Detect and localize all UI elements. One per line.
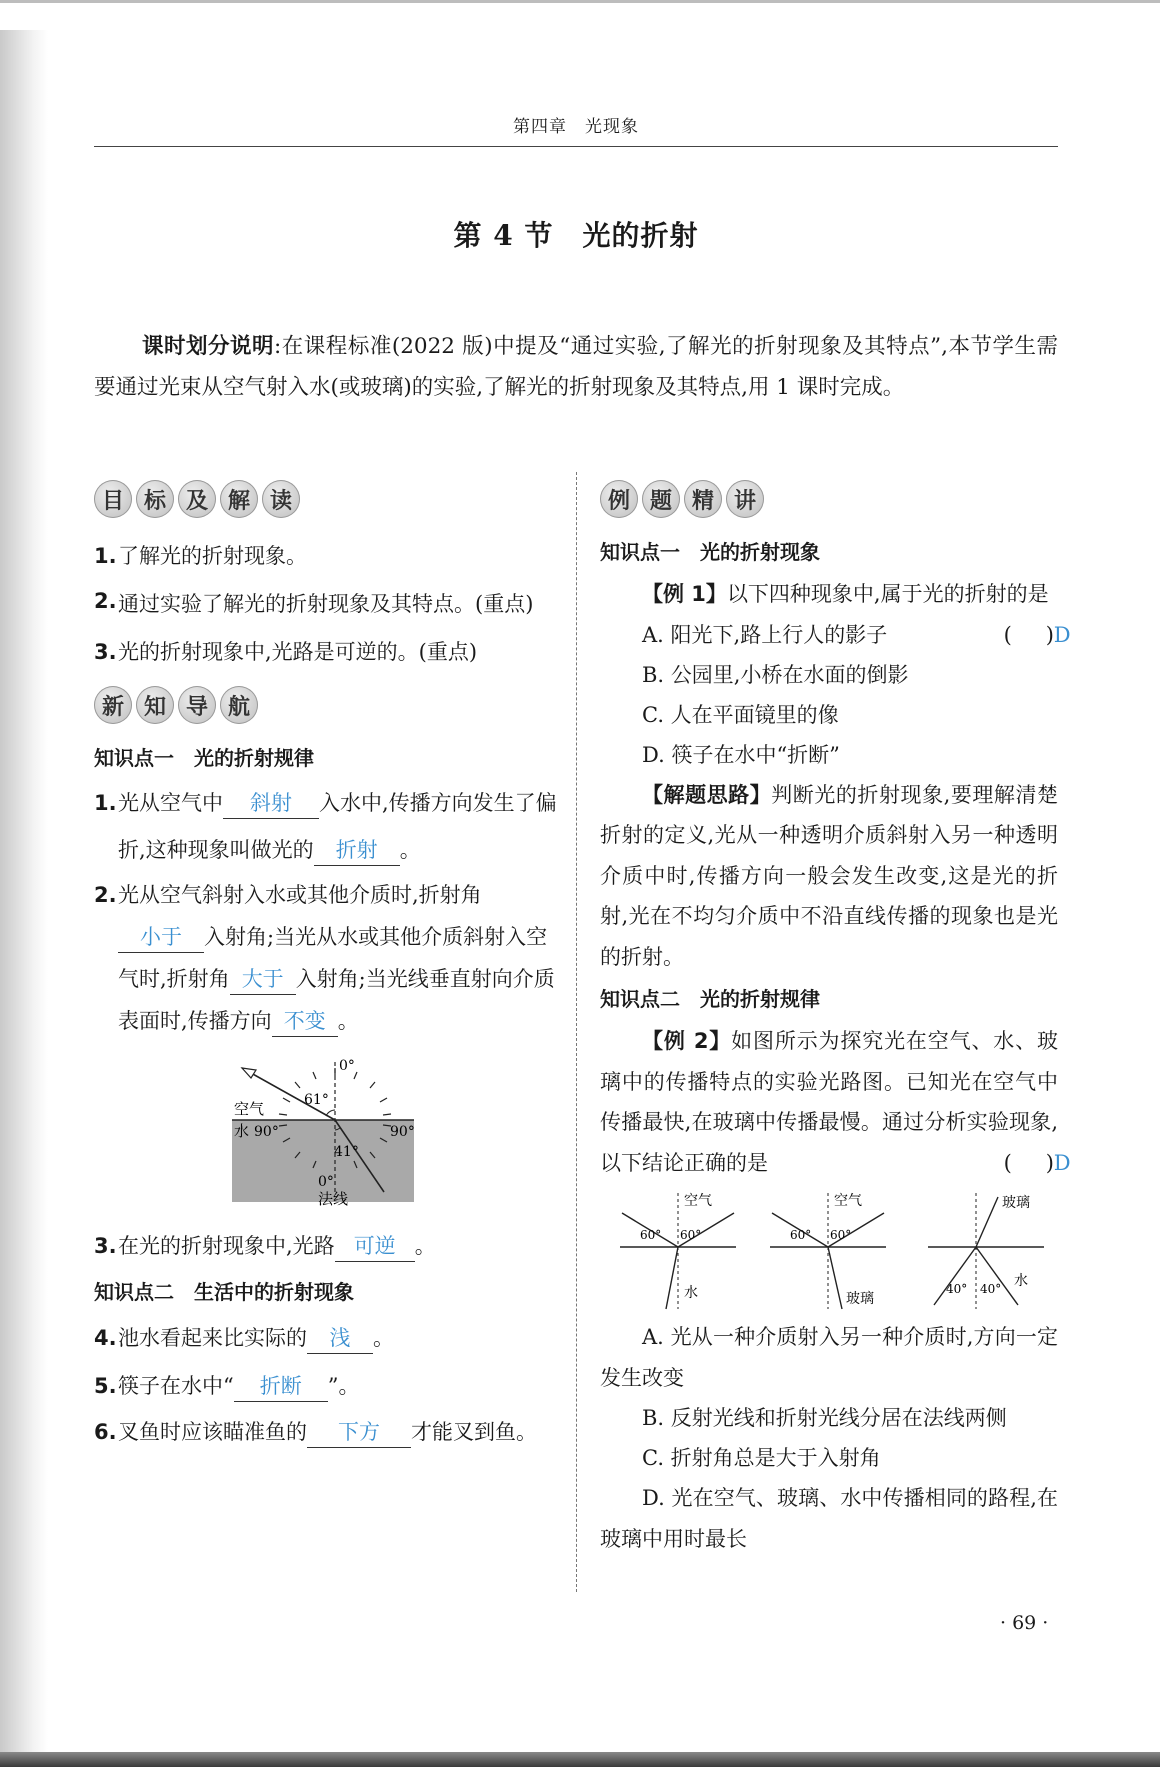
badge-char: 解 (220, 480, 258, 518)
example-1-analysis: 【解题思路】判断光的折射现象,要理解清楚折射的定义,光从一种透明介质斜射入另一种透明介质中时,传播方向一般会发生改变,这是光的折射,光在不均匀介质中不沿直线传播的现象也是光的折射。 (600, 782, 1058, 969)
badge-char: 例 (600, 480, 638, 518)
svg-text:空气: 空气 (834, 1193, 862, 1209)
examples-badge (600, 476, 1058, 522)
answer-blank: 可逆 (335, 1231, 415, 1262)
ray-arrow-icon (242, 1068, 256, 1078)
option: D. 筷子在水中“折断” (642, 742, 840, 767)
left-column (94, 476, 560, 1454)
question-6: 6. 叉鱼时应该瞄准鱼的 下方 才能叉到鱼。 (94, 1410, 560, 1454)
example-2-stem: 【例 2】如图所示为探究光在空气、水、玻璃中的传播特点的实验光路图。已知光在空气中传播最快,在玻璃中传播最慢。通过分析实验现象,以下结论正确的是 ( D) (600, 1021, 1058, 1183)
answer-blank: 折射 (314, 835, 400, 866)
fig-ninety-right: 90° (390, 1124, 415, 1140)
svg-text:空气: 空气 (684, 1193, 712, 1209)
running-header: 第四章 光现象 (513, 117, 639, 137)
knowledge-point-heading: 知识点一 光的折射现象 (600, 540, 820, 564)
fig-zero-bottom: 0° (318, 1174, 334, 1190)
intro-paragraph (94, 326, 1058, 408)
svg-text:60°: 60° (790, 1228, 812, 1242)
goals-badge (94, 476, 560, 522)
intro-text: :在课程标准(2022 版)中提及“通过实验,了解光的折射现象及其特点”,本节学生需要通过光束从空气射入水(或玻璃)的实验,了解光的折射现象及其特点,用 1 课时完成。 (94, 334, 1058, 400)
question-5: 5. 筷子在水中“ 折断 ”。 (94, 1362, 560, 1410)
fig-water-label: 水 (234, 1122, 250, 1140)
answer-bracket: ( D) (962, 615, 1054, 656)
scan-bottom-edge (0, 1752, 1160, 1767)
svg-text:水: 水 (1014, 1273, 1028, 1289)
knowledge-point-heading: 知识点二 生活中的折射现象 (94, 1280, 354, 1304)
svg-text:40°: 40° (946, 1282, 968, 1296)
badge-char: 新 (94, 686, 132, 724)
answer-blank: 不变 (272, 1006, 338, 1037)
answer-blank: 下方 (307, 1417, 411, 1448)
badge-char: 航 (220, 686, 258, 724)
svg-text:40°: 40° (980, 1282, 1002, 1296)
goal-item: 1. 了解光的折射现象。 (94, 544, 307, 568)
option: B. 公园里,小桥在水面的倒影 (642, 662, 909, 687)
badge-char: 讲 (726, 480, 764, 518)
option: A. 阳光下,路上行人的影子 (642, 622, 888, 647)
fig-zero-top: 0° (339, 1058, 355, 1074)
nav-badge (94, 682, 560, 728)
example-1-stem: 【例 1】以下四种现象中,属于光的折射的是 ( D) (600, 574, 1058, 615)
diagram-air-glass (770, 1192, 886, 1309)
answer-choice: D (1053, 1150, 1071, 1175)
knowledge-point-heading: 知识点一 光的折射规律 (94, 746, 314, 770)
fig-normal-label: 法线 (318, 1190, 349, 1206)
question-4: 4. 池水看起来比实际的 浅 。 (94, 1314, 560, 1362)
scan-left-shadow (0, 30, 48, 1757)
option: C. 人在平面镜里的像 (642, 702, 839, 727)
badge-char: 标 (136, 480, 174, 518)
svg-text:玻璃: 玻璃 (1002, 1195, 1030, 1211)
answer-blank: 小于 (118, 922, 204, 953)
question-2: 2. 光从空气斜射入水或其他介质时,折射角小于 入射角;当光从水或其他介质斜射入空气时,折射角 大于 入射角;当光线垂直射向介质表面时,传播方向 不变 。 (94, 874, 560, 1042)
knowledge-point-heading: 知识点二 光的折射规律 (600, 987, 820, 1011)
svg-text:60°: 60° (680, 1228, 702, 1242)
section-title: 第 4 节 光的折射 (453, 219, 699, 252)
goal-item: 2. 通过实验了解光的折射现象及其特点。(重点) (94, 589, 534, 616)
question-1: 1. 光从空气中 斜射 入水中,传播方向发生了偏折,这种现象叫做光的 折射 。 (94, 780, 560, 874)
option: A. 光从一种介质射入另一种介质时,方向一定发生改变 (600, 1325, 1058, 1390)
svg-text:玻璃: 玻璃 (846, 1291, 874, 1307)
fig-angle-incident: 61° (304, 1092, 329, 1108)
badge-char: 及 (178, 480, 216, 518)
page-number: · 69 · (1000, 1612, 1049, 1634)
diagram-air-water (620, 1192, 736, 1309)
badge-char: 精 (684, 480, 722, 518)
header-rule (94, 146, 1058, 147)
intro-label: 课时划分说明 (142, 334, 275, 359)
answer-blank: 斜射 (223, 788, 319, 819)
fig-angle-refracted: 41° (334, 1144, 359, 1160)
goal-item: 3. 光的折射现象中,光路是可逆的。(重点) (94, 640, 478, 664)
answer-choice: D (1053, 622, 1071, 647)
answer-blank: 折断 (234, 1371, 328, 1402)
badge-char: 知 (136, 686, 174, 724)
refraction-diagram (94, 1056, 560, 1206)
option: D. 光在空气、玻璃、水中传播相同的路程,在玻璃中用时最长 (600, 1486, 1058, 1551)
svg-text:60°: 60° (640, 1228, 662, 1242)
answer-blank: 浅 (307, 1323, 373, 1354)
badge-char: 读 (262, 480, 300, 518)
option: C. 折射角总是大于入射角 (642, 1446, 881, 1470)
badge-char: 题 (642, 480, 680, 518)
fig-ninety-left: 90° (254, 1124, 279, 1140)
option: B. 反射光线和折射光线分居在法线两侧 (642, 1406, 1007, 1430)
fig-air-label: 空气 (234, 1100, 265, 1118)
badge-char: 导 (178, 686, 216, 724)
scan-top-edge (0, 0, 1160, 3)
badge-char: 目 (94, 480, 132, 518)
diagram-glass-water (928, 1193, 1044, 1309)
svg-text:水: 水 (684, 1285, 698, 1301)
svg-text:60°: 60° (830, 1228, 852, 1242)
column-divider (576, 472, 577, 1592)
light-path-diagrams (600, 1189, 1058, 1317)
answer-blank: 大于 (230, 964, 296, 995)
answer-bracket: ( D) (962, 1143, 1054, 1184)
question-3: 3. 在光的折射现象中,光路 可逆 。 (94, 1222, 560, 1270)
right-column (600, 476, 1071, 1559)
